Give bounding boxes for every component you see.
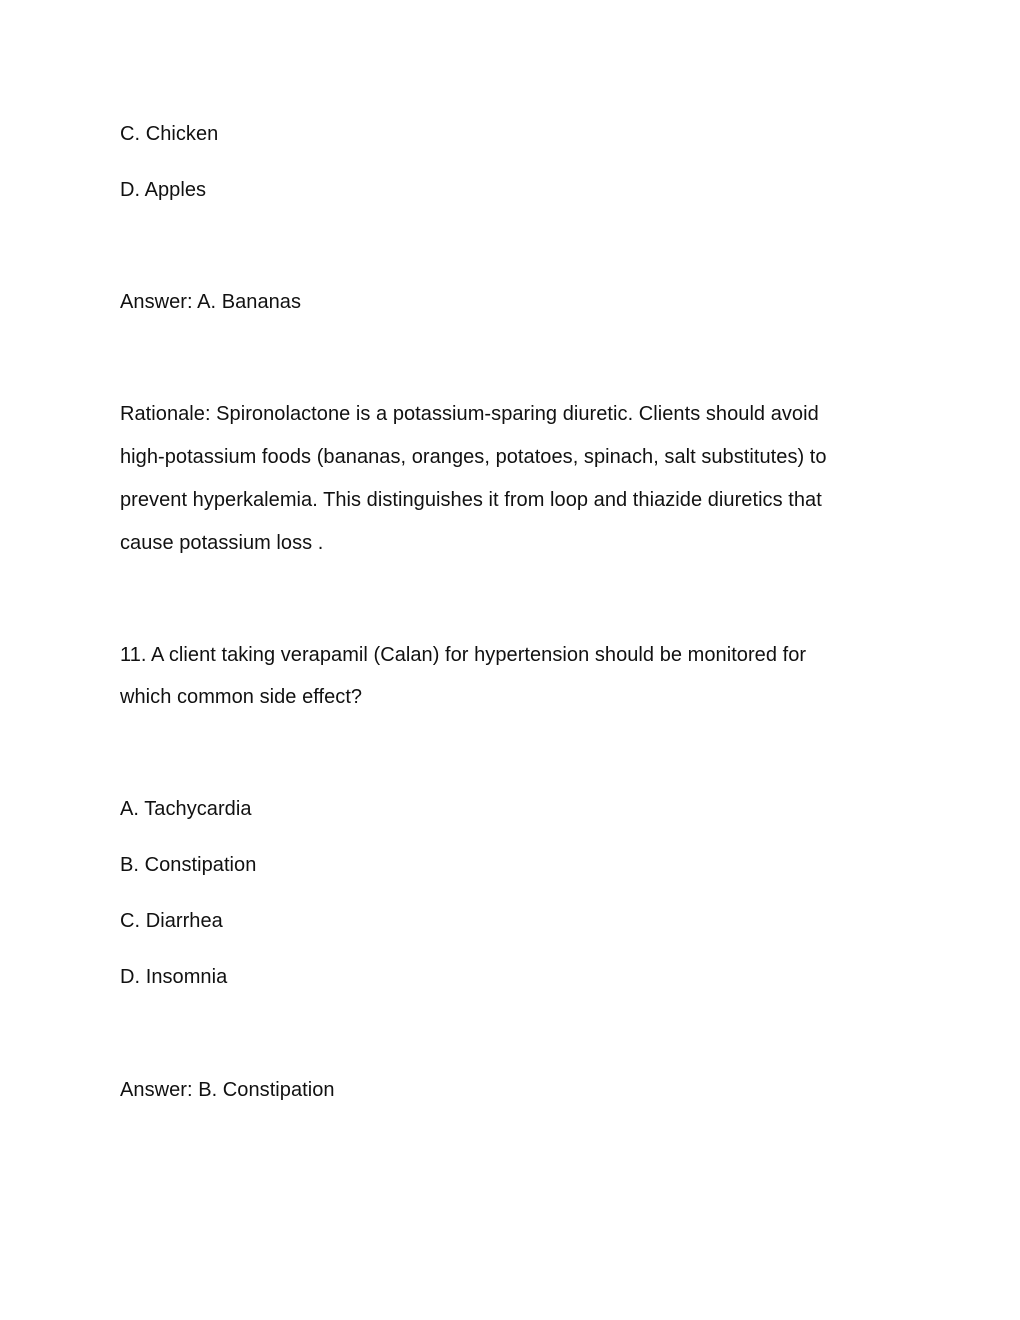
answer-question-11: Answer: B. Constipation xyxy=(120,1079,335,1101)
option-c-diarrhea: C. Diarrhea xyxy=(120,910,223,932)
option-d-insomnia: D. Insomnia xyxy=(120,966,228,988)
option-b-constipation: B. Constipation xyxy=(120,854,257,876)
option-a-tachycardia: A. Tachycardia xyxy=(120,798,252,820)
rationale-line-1: Rationale: Spironolactone is a potassium-sparing diuretic. Clients should avoid xyxy=(120,403,819,425)
rationale-line-3: prevent hyperkalemia. This distinguishes it from loop and thiazide diuretics that xyxy=(120,489,822,511)
rationale-line-2: high-potassium foods (bananas, oranges, potatoes, spinach, salt substitutes) to xyxy=(120,446,827,468)
question-11-stem-line-1: 11. A client taking verapamil (Calan) for hypertension should be monitored for xyxy=(120,644,807,666)
option-c-chicken: C. Chicken xyxy=(120,123,219,145)
rationale-line-4: cause potassium loss . xyxy=(120,532,324,554)
question-11-stem-line-2: which common side effect? xyxy=(120,686,363,708)
answer-previous: Answer: A. Bananas xyxy=(120,291,302,313)
option-d-apples: D. Apples xyxy=(120,179,207,201)
